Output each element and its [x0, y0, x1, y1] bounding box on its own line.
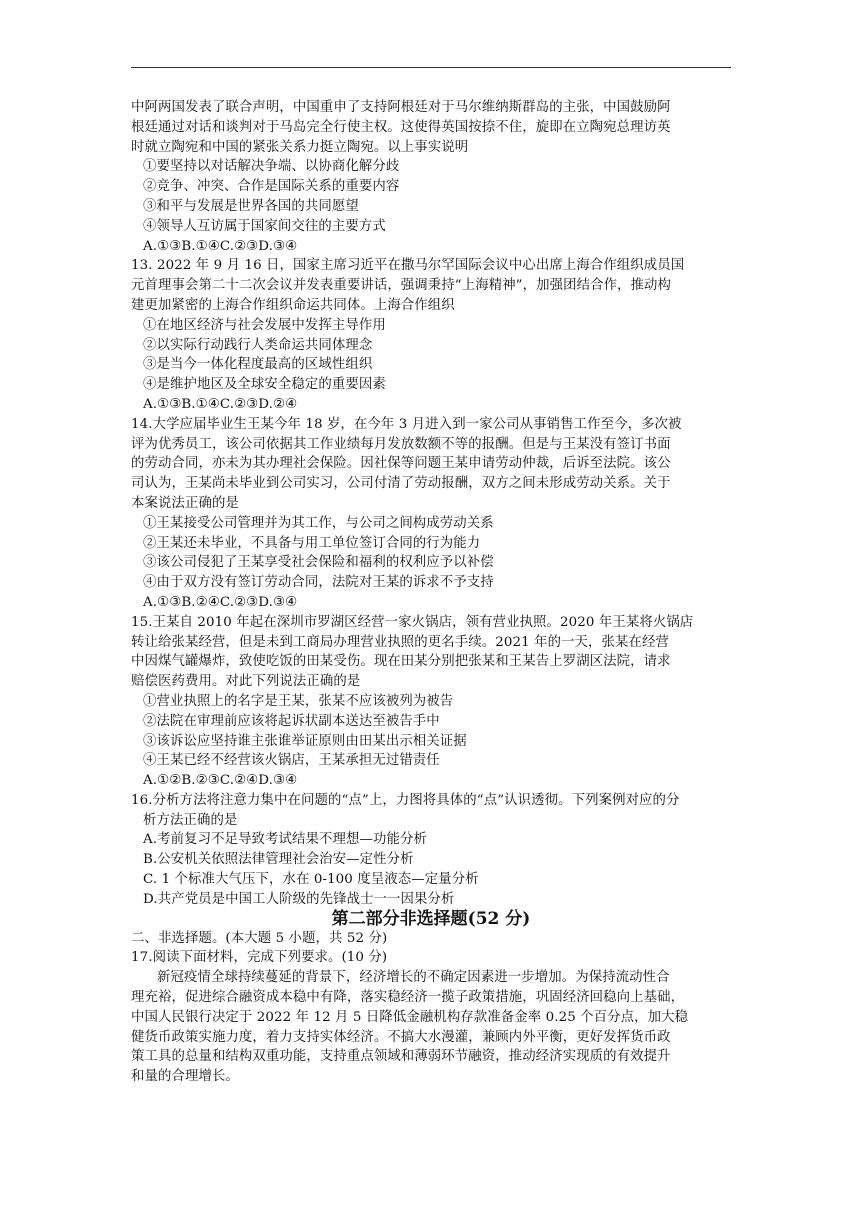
- text-line: 赔偿医药费用。对此下列说法正确的是: [131, 674, 361, 690]
- text-line: ③和平与发展是世界各国的共同愿望: [143, 198, 359, 214]
- text-line: 健货币政策实施力度，着力支持实体经济。不搞大水漫灌，兼顾内外平衡，更好发挥货币政: [131, 1029, 671, 1045]
- text-line: 司认为，王某尚未毕业到公司实习，公司付清了劳动报酬，双方之间未形成劳动关系。关于: [131, 476, 671, 492]
- document-body: [131, 98, 731, 1087]
- text-line: ④王某已经不经营该火锅店，王某承担无过错责任: [143, 753, 440, 769]
- questions-block: [131, 98, 731, 910]
- text-line: ①在地区经济与社会发展中发挥主导作用: [143, 317, 386, 333]
- text-line: 析方法正确的是: [143, 812, 238, 828]
- essay-block: [131, 929, 731, 1087]
- text-line: ②以实际行动践行人类命运共同体理念: [143, 337, 373, 353]
- text-line: 中国人民银行决定于 2022 年 12 月 5 日降低金融机构存款准备金率 0.25 个百分点，加大稳: [131, 1009, 689, 1025]
- text-line: ③该公司侵犯了王某享受社会保险和福利的权利应予以补偿: [143, 555, 494, 571]
- text-line: A.①②B.②③C.②④D.③④: [143, 773, 298, 789]
- text-line: ②王某还未毕业，不具备与用工单位签订合同的行为能力: [143, 535, 481, 551]
- text-line: 15.王某自 2010 年起在深圳市罗湖区经营一家火锅店，领有营业执照。2020 年王某将火锅店: [131, 614, 694, 630]
- section-heading: 第二部分非选择题(52 分): [331, 908, 531, 929]
- text-line: ④领导人互访属于国家间交往的主要方式: [143, 218, 386, 234]
- text-line: 时就立陶宛和中国的紧张关系力挺立陶宛。以上事实说明: [131, 139, 469, 155]
- text-line: ④由于双方没有签订劳动合同，法院对王某的诉求不予支持: [143, 575, 494, 591]
- text-line: ③该诉讼应坚持谁主张谁举证原则由田某出示相关证据: [143, 733, 467, 749]
- text-line: 策工具的总量和结构双重功能，支持重点领域和薄弱环节融资，推动经济实现质的有效提升: [131, 1049, 671, 1065]
- text-line: B.公安机关依照法律管理社会治安—定性分析: [143, 852, 414, 868]
- text-line: 二、非选择题。(本大题 5 小题，共 52 分): [131, 930, 388, 946]
- text-line: 评为优秀员工，该公司依据其工作业绩每月发放数额不等的报酬。但是与王某没有签订书面: [131, 436, 671, 452]
- text-line: 转让给张某经营，但是未到工商局办理营业执照的更名手续。2021 年的一天，张某在经营: [131, 634, 669, 650]
- text-line: 建更加紧密的上海合作组织命运共同体。上海合作组织: [131, 297, 455, 313]
- text-line: 根廷通过对话和谈判对于马岛完全行使主权。这使得英国按捺不住，旋即在立陶宛总理访英: [131, 119, 671, 135]
- text-line: 元首理事会第二十二次会议并发表重要讲话，强调秉持“上海精神”，加强团结合作，推动构: [131, 278, 672, 294]
- text-line: 13. 2022 年 9 月 16 日，国家主席习近平在撒马尔罕国际会议中心出席上海合作组织成员国: [131, 258, 685, 274]
- text-line: A.①③B.①④C.②③D.②④: [143, 396, 298, 412]
- text-line: ④是维护地区及全球安全稳定的重要因素: [143, 377, 386, 393]
- text-line: 本案说法正确的是: [131, 495, 239, 511]
- text-line: 16.分析方法将注意力集中在问题的“点”上，力图将具体的“点”认识透彻。下列案例对应的分: [131, 792, 680, 808]
- text-line: 中阿两国发表了联合声明，中国重申了支持阿根廷对于马尔维纳斯群岛的主张，中国鼓励阿: [131, 100, 671, 115]
- text-line: ②法院在审理前应该将起诉状副本送达至被告手中: [143, 713, 440, 729]
- text-line: 的劳动合同，亦未为其办理社会保险。因社保等问题王某申请劳动仲裁，后诉至法院。该公: [131, 456, 671, 472]
- text-line: 和量的合理增长。: [131, 1069, 239, 1085]
- text-line: 理充裕，促进综合融资成本稳中有降，落实稳经济一揽子政策措施，巩固经济回稳向上基础，: [131, 990, 685, 1006]
- text-line: ②竞争、冲突、合作是国际关系的重要内容: [143, 179, 400, 195]
- text-line: A.①③B.①④C.②③D.③④: [143, 238, 298, 254]
- text-line: 17.阅读下面材料，完成下列要求。(10 分): [131, 950, 388, 966]
- header-rule: [131, 67, 731, 68]
- text-line: ①王某接受公司管理并为其工作，与公司之间构成劳动关系: [143, 515, 494, 531]
- text-line: A.①③B.②④C.②③D.③④: [143, 594, 298, 610]
- text-line: C. 1 个标准大气压下，水在 0-100 度呈液态—定量分析: [143, 872, 479, 888]
- text-line: A.考前复习不足导致考试结果不理想—功能分析: [143, 832, 427, 848]
- text-line: ①要坚持以对话解决争端、以协商化解分歧: [143, 159, 400, 175]
- text-line: D.共产党员是中国工人阶级的先锋战士一一因果分析: [143, 891, 455, 907]
- text-line: 14.大学应届毕业生王某今年 18 岁，在今年 3 月进入到一家公司从事销售工作至今，多次被: [131, 416, 682, 432]
- text-line: ③是当今一体化程度最高的区域性组织: [143, 357, 373, 373]
- text-line: ①营业执照上的名字是王某，张某不应该被列为被告: [143, 693, 454, 709]
- text-line: 新冠疫情全球持续蔓延的背景下，经济增长的不确定因素进一步增加。为保持流动性合: [157, 970, 670, 986]
- text-line: 中因煤气罐爆炸，致使吃饭的田某受伤。现在田某分别把张某和王某告上罗湖区法院，请求: [131, 654, 671, 670]
